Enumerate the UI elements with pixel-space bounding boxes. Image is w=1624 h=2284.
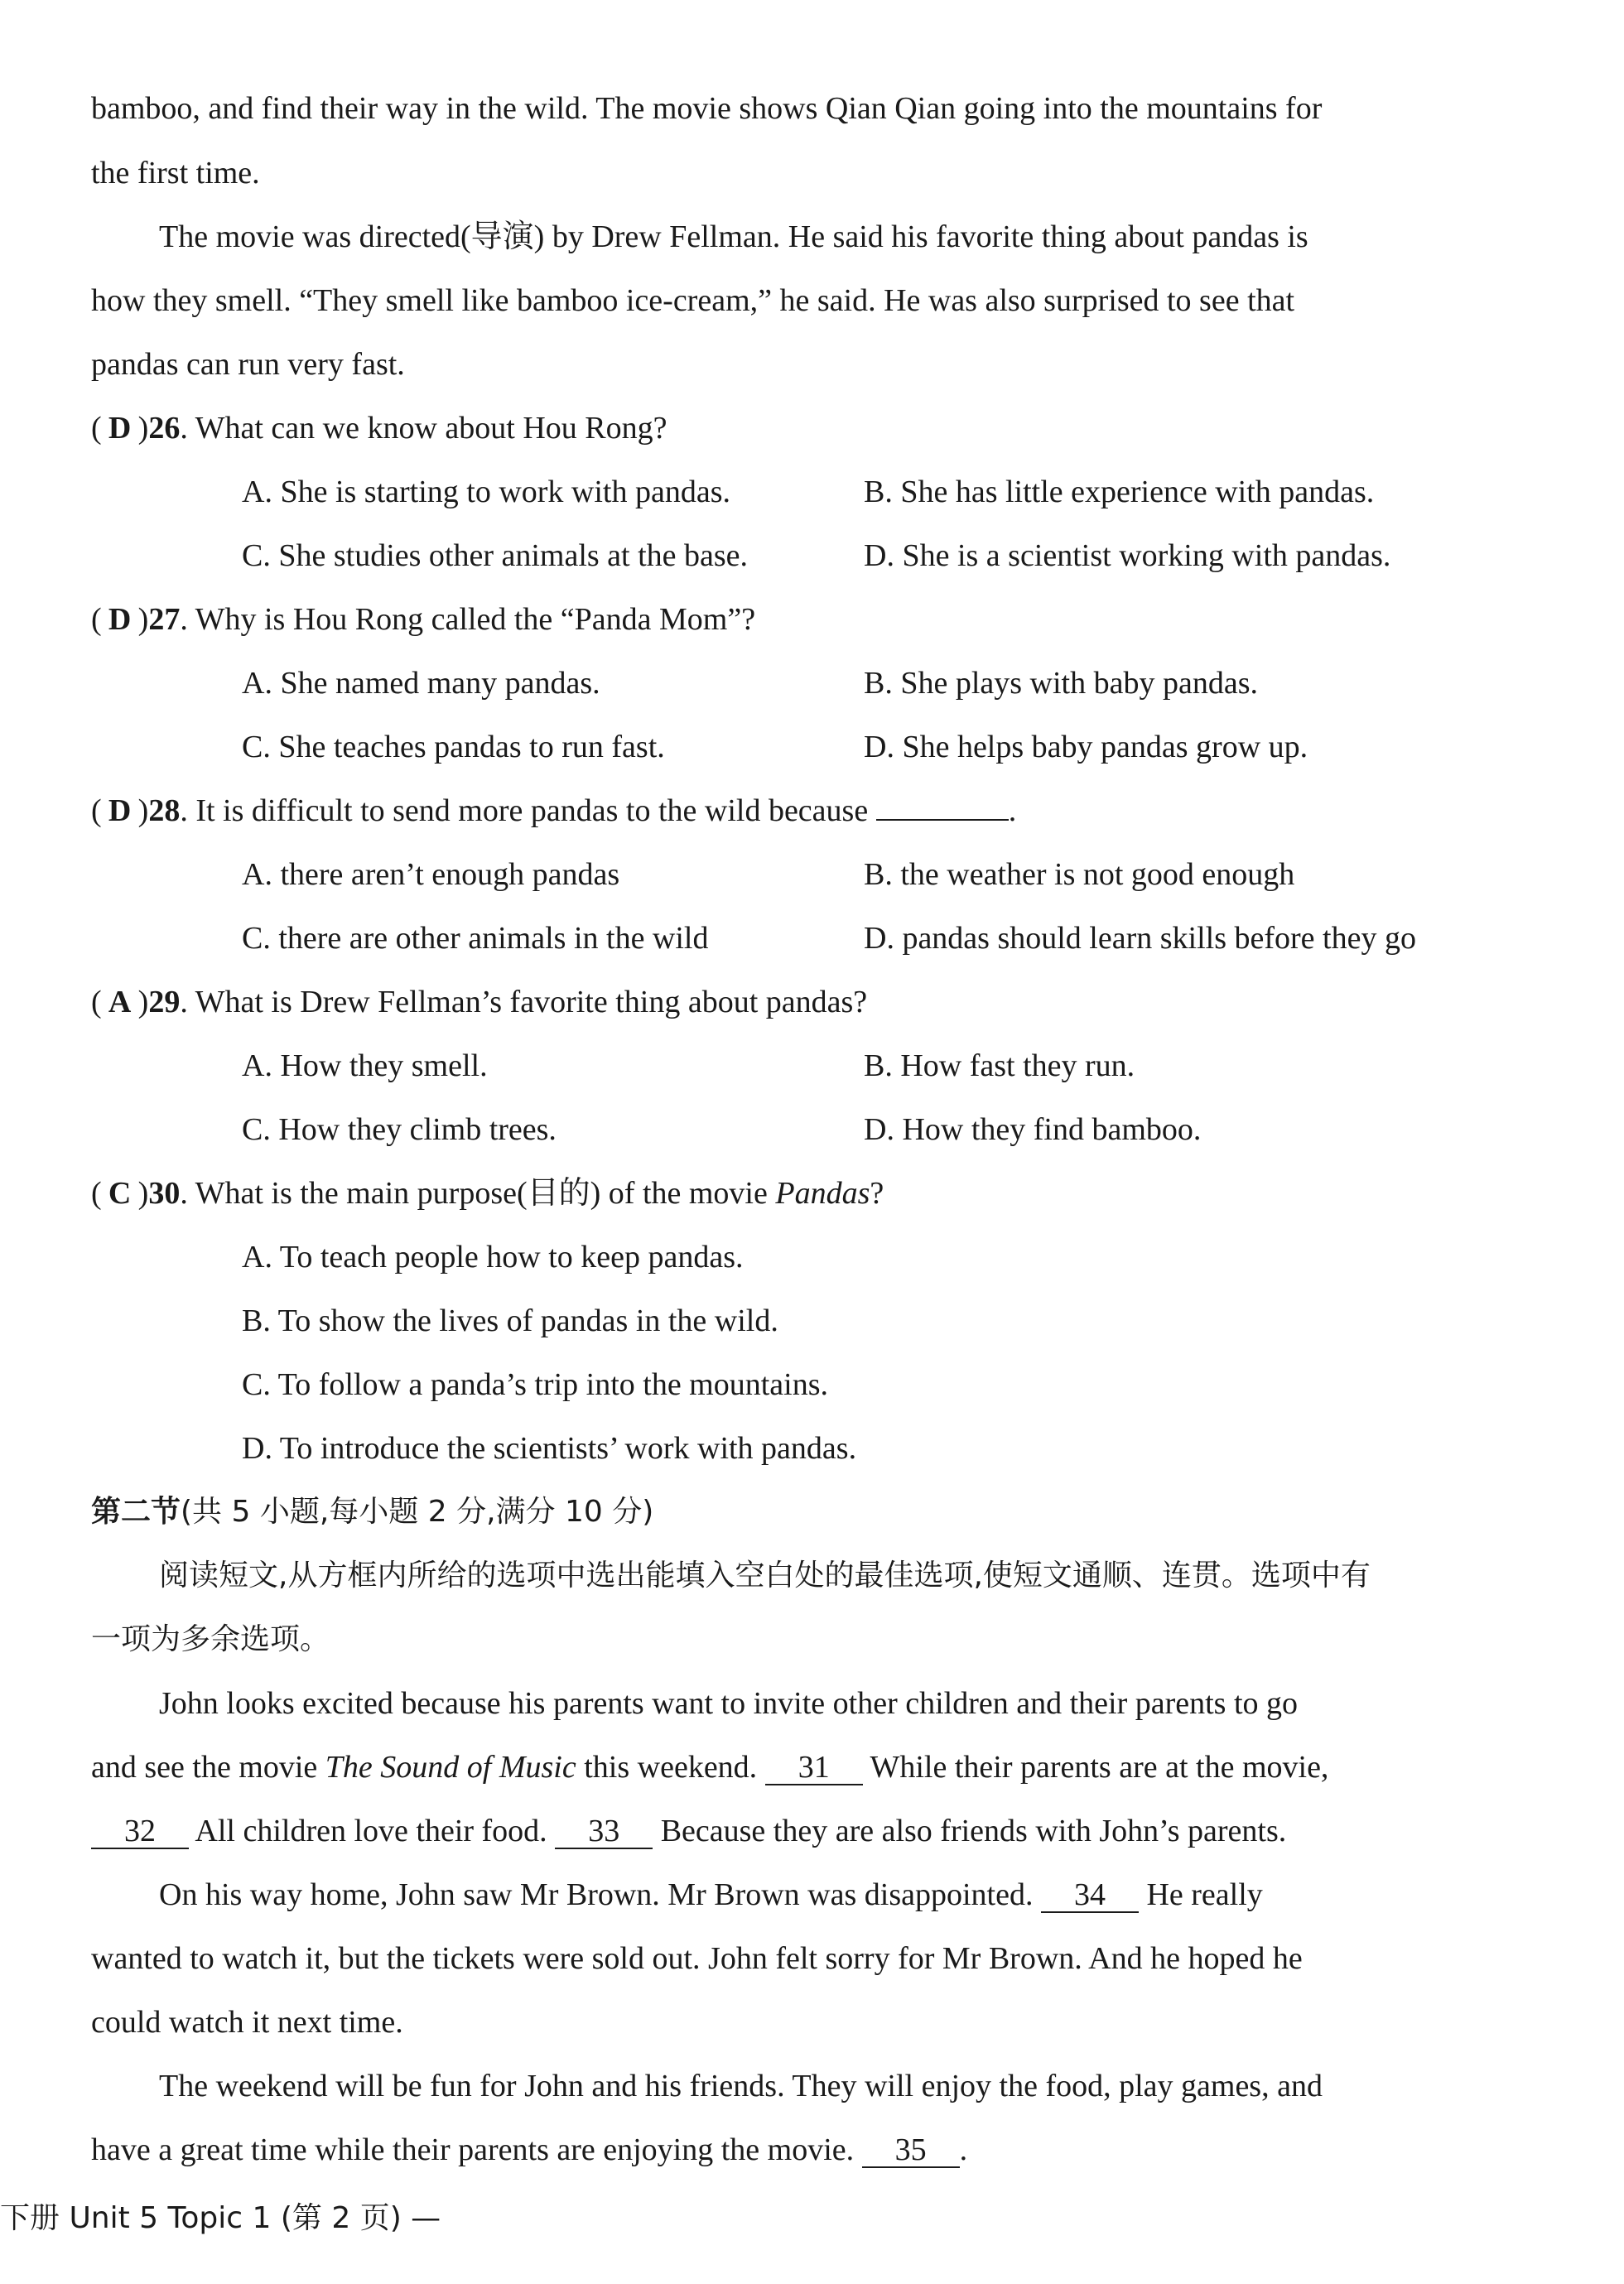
option-a: A. She is starting to work with pandas. — [242, 475, 731, 509]
option-a: A. To teach people how to keep pandas. — [242, 1240, 744, 1275]
section-instruction: 一项为多余选项。 — [91, 1622, 330, 1656]
question-number: 30 — [148, 1176, 181, 1211]
section-heading — [91, 1493, 653, 1531]
answer-26: D — [108, 411, 132, 446]
answer-27: D — [108, 602, 132, 637]
option-c: C. How they climb trees. — [242, 1112, 557, 1147]
movie-title: The Sound of Music — [325, 1750, 576, 1785]
passage2-line: On his way home, John saw Mr Brown. Mr Brown was disappointed. 34 He really — [159, 1877, 1263, 1912]
option-c: C. there are other animals in the wild — [242, 921, 709, 956]
option-c: C. To follow a panda’s trip into the mountains. — [242, 1367, 829, 1402]
passage2-line: 32 All children love their food. 33 Because they are also friends with John’s parents. — [91, 1812, 1286, 1850]
question-text: . What is Drew Fellman’s favorite thing about pandas? — [180, 985, 868, 1019]
option-a: A. How they smell. — [242, 1048, 488, 1083]
passage2-line: John looks excited because his parents want to invite other children and their parents to go — [159, 1686, 1299, 1721]
question-number: 28 — [148, 793, 181, 828]
passage2-line: wanted to watch it, but the tickets were sold out. John felt sorry for Mr Brown. And he hoped he — [91, 1941, 1303, 1976]
blank-31: 31 — [765, 1751, 863, 1785]
question-27: ( D )27. Why is Hou Rong called the “Panda Mom”? — [91, 602, 756, 637]
question-26: ( D )26. What can we know about Hou Rong? — [91, 411, 667, 446]
question-text: . It is difficult to send more pandas to the wild because — [180, 793, 869, 828]
question-number: 27 — [148, 602, 181, 637]
question-text: . Why is Hou Rong called the “Panda Mom”? — [180, 602, 756, 637]
option-b: B. How fast they run. — [864, 1048, 1135, 1083]
option-d: D. She helps baby pandas grow up. — [864, 730, 1308, 764]
option-d: D. pandas should learn skills before they go — [864, 921, 1416, 956]
section-title: 第二节 — [91, 1495, 181, 1529]
option-b: B. She plays with baby pandas. — [864, 666, 1259, 701]
option-d: D. How they find bamboo. — [864, 1112, 1202, 1147]
question-29: ( A )29. What is Drew Fellman’s favorite thing about pandas? — [91, 985, 868, 1019]
option-b: B. To show the lives of pandas in the wild. — [242, 1303, 778, 1338]
question-number: 26 — [148, 411, 181, 446]
blank-35: 35 — [862, 2133, 960, 2168]
passage1-line: The movie was directed(导演) by Drew Fellman. He said his favorite thing about pandas is — [159, 219, 1308, 254]
option-c: C. She teaches pandas to run fast. — [242, 730, 665, 764]
blank-34: 34 — [1041, 1878, 1139, 1913]
movie-title: Pandas — [775, 1176, 870, 1211]
question-text: . What is the main purpose(目的) of the movie — [180, 1176, 776, 1211]
passage2-line: The weekend will be fun for John and his friends. They will enjoy the food, play games, and — [159, 2069, 1323, 2103]
blank-32: 32 — [91, 1814, 189, 1849]
option-b: B. She has little experience with pandas. — [864, 475, 1375, 509]
question-28: ( D )28. It is difficult to send more pandas to the wild because . — [91, 793, 1017, 828]
option-d: D. To introduce the scientists’ work with pandas. — [242, 1431, 857, 1466]
passage2-line: have a great time while their parents are enjoying the movie. 35 . — [91, 2132, 968, 2167]
answer-30: C — [108, 1176, 132, 1211]
question-text: . What can we know about Hou Rong? — [180, 411, 667, 446]
passage1-line: how they smell. “They smell like bamboo ice-cream,” he said. He was also surprised to see that — [91, 283, 1295, 318]
option-b: B. the weather is not good enough — [864, 857, 1295, 892]
option-a: A. there aren’t enough pandas — [242, 857, 620, 892]
option-c: C. She studies other animals at the base. — [242, 538, 749, 573]
answer-28: D — [108, 793, 132, 828]
question-30: ( C )30. What is the main purpose(目的) of the movie Pandas? — [91, 1176, 884, 1211]
passage2-line: and see the movie The Sound of Music this weekend. 31 While their parents are at the movie, — [91, 1750, 1329, 1785]
section-note: (共 5 小题,每小题 2 分,满分 10 分) — [181, 1495, 654, 1529]
option-d: D. She is a scientist working with pandas. — [864, 538, 1391, 573]
section-instruction: 阅读短文,从方框内所给的选项中选出能填入空白处的最佳选项,使短文通顺、连贯。选项中有 — [159, 1559, 1371, 1593]
passage2-line: could watch it next time. — [91, 2005, 403, 2040]
option-a: A. She named many pandas. — [242, 666, 600, 701]
passage1-line: pandas can run very fast. — [91, 347, 405, 382]
passage1-line: bamboo, and find their way in the wild. The movie shows Qian Qian going into the mountains for — [91, 91, 1323, 126]
page-footer: 下册 Unit 5 Topic 1 (第 2 页) — — [0, 2201, 441, 2235]
question-number: 29 — [148, 985, 181, 1019]
passage1-line: the first time. — [91, 156, 260, 190]
answer-blank — [876, 819, 1009, 821]
answer-29: A — [108, 985, 132, 1019]
blank-33: 33 — [555, 1814, 653, 1849]
